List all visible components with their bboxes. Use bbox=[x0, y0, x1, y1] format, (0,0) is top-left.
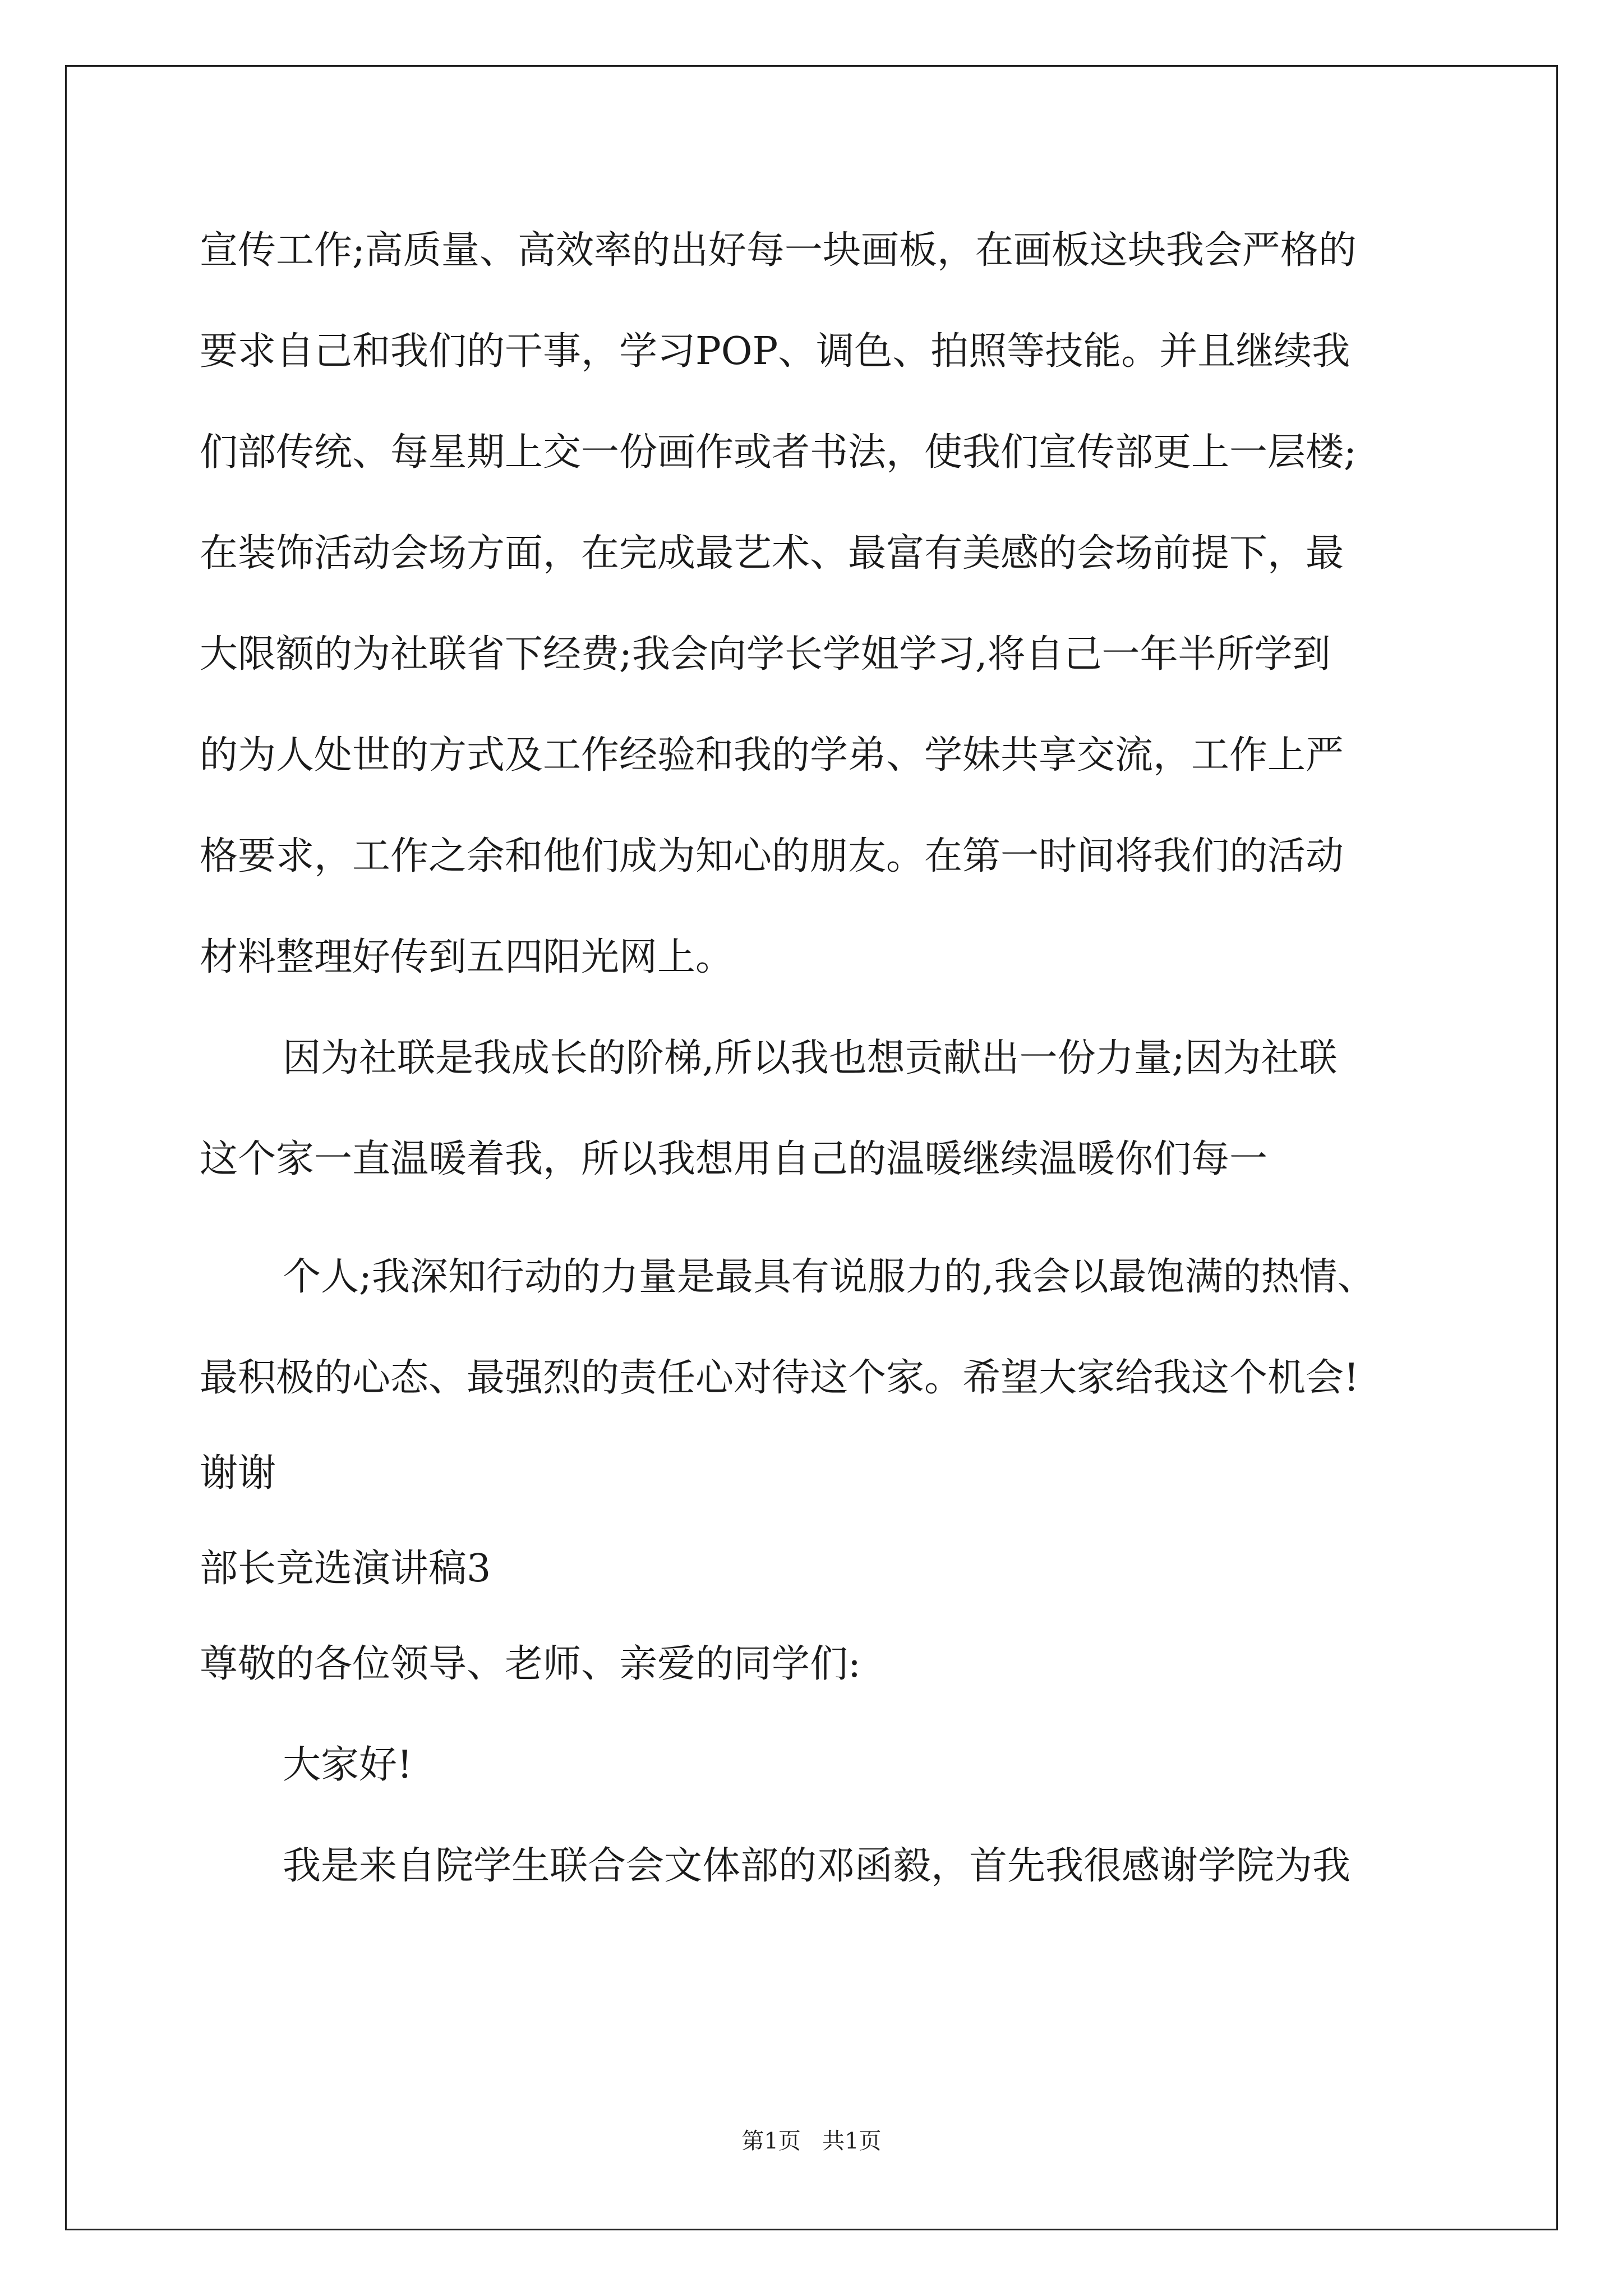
section-heading: 部长竞选演讲稿3 bbox=[200, 1547, 491, 1591]
text-line-17: 我是来自院学生联合会文体部的邓函毅，首先我很感谢学院为我 bbox=[283, 1844, 1351, 1888]
text-line-6: 的为人处世的方式及工作经验和我的学弟、学妹共享交流，工作上严 bbox=[200, 733, 1344, 777]
text-line-1: 宣传工作;高质量、高效率的出好每一块画板，在画板这块我会严格的 bbox=[200, 228, 1357, 273]
text-line-7: 格要求，工作之余和他们成为知心的朋友。在第一时间将我们的活动 bbox=[200, 834, 1344, 878]
text-line-4: 在装饰活动会场方面，在完成最艺术、最富有美感的会场前提下，最 bbox=[200, 531, 1344, 576]
text-line-2: 要求自己和我们的干事，学习POP、调色、拍照等技能。并且继续我 bbox=[200, 329, 1350, 374]
page-footer bbox=[0, 2124, 1623, 2158]
text-line-9: 因为社联是我成长的阶梯,所以我也想贡献出一份力量;因为社联 bbox=[283, 1036, 1338, 1080]
text-line-5: 大限额的为社联省下经费;我会向学长学姐学习,将自己一年半所学到 bbox=[200, 632, 1331, 677]
text-line-13: 谢谢 bbox=[200, 1451, 276, 1496]
page-total: 共1页 bbox=[822, 2128, 882, 2154]
text-line-8: 材料整理好传到五四阳光网上。 bbox=[200, 935, 734, 979]
greeting: 大家好! bbox=[283, 1743, 413, 1787]
text-line-10: 这个家一直温暖着我，所以我想用自己的温暖继续温暖你们每一 bbox=[200, 1137, 1268, 1181]
text-line-11: 个人;我深知行动的力量是最具有说服力的,我会以最饱满的热情、 bbox=[283, 1255, 1376, 1299]
page-number: 第1页 bbox=[741, 2128, 801, 2154]
text-line-12: 最积极的心态、最强烈的责任心对待这个家。希望大家给我这个机会! bbox=[200, 1356, 1359, 1400]
salutation: 尊敬的各位领导、老师、亲爱的同学们: bbox=[200, 1642, 861, 1686]
text-line-3: 们部传统、每星期上交一份画作或者书法，使我们宣传部更上一层楼; bbox=[200, 430, 1357, 475]
